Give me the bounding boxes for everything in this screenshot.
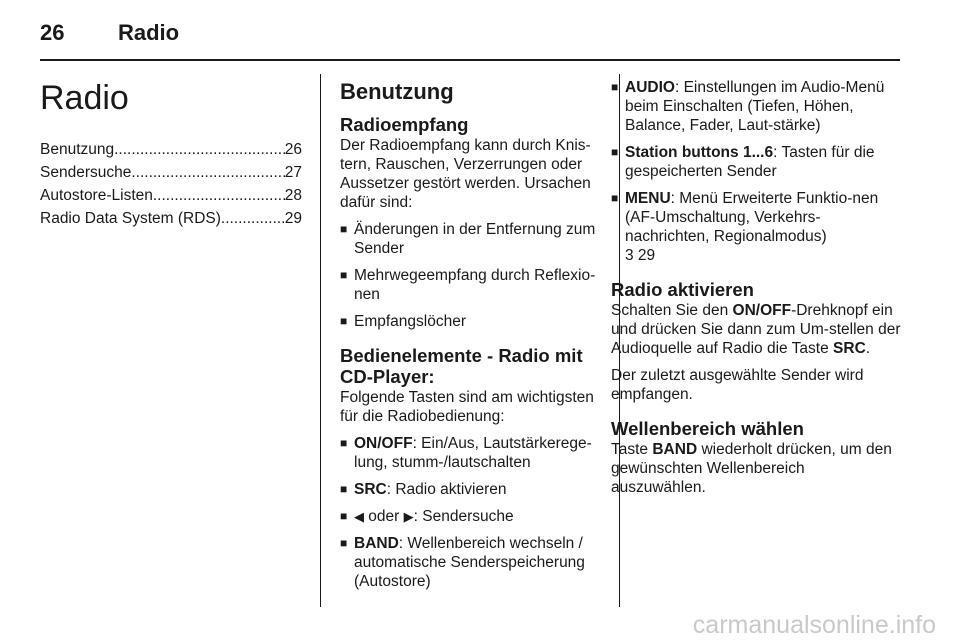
item-text: : Menü Erweiterte Funktio-nen (AF-Umschaltung, Verkehrs-nachrichten, Regionalmodus)	[625, 190, 879, 245]
toc-label: Radio Data System (RDS)	[40, 210, 221, 227]
control-list	[340, 434, 603, 591]
key-src: SRC	[354, 481, 387, 498]
key-band: BAND	[652, 441, 698, 458]
watermark: carmanualsonline.info	[692, 611, 936, 639]
toc-label: Autostore-Listen	[40, 187, 153, 204]
list-item	[611, 189, 902, 265]
list-item: ■ Empfangslöcher	[340, 312, 603, 331]
control-list-continued	[611, 78, 902, 265]
item-text: : Tasten für die gespeicherten Sender	[625, 144, 875, 180]
toc-page: 29	[284, 210, 302, 227]
item-text: : Sendersuche	[413, 508, 514, 525]
text-run: .	[865, 340, 871, 357]
subheading-radio-aktivieren: Radio aktivieren	[611, 279, 754, 300]
toc-entry[interactable]	[40, 163, 302, 182]
toc-page: 26	[284, 141, 302, 158]
list-item	[611, 78, 902, 135]
middle-column	[340, 78, 603, 599]
list-item	[340, 507, 603, 526]
key-station-buttons: Station buttons 1...6	[625, 144, 774, 161]
list-item	[340, 480, 603, 499]
toc-leader	[221, 209, 285, 228]
paragraph-wellenbereich	[611, 440, 902, 497]
header-section: Radio	[118, 20, 180, 45]
list-item: ■ Änderungen in der Entfernung zum Sender	[340, 220, 603, 258]
section-heading-benutzung: Benutzung	[340, 79, 454, 104]
toc-entry[interactable]	[40, 209, 302, 228]
arrow-left-icon: ◀	[354, 509, 364, 524]
item-text: oder	[364, 508, 404, 525]
paragraph-zuletzt: Der zuletzt ausgewählte Sender wird empfangen.	[611, 367, 864, 403]
item-text: : Ein/Aus, Lautstärkerege-lung, stumm-/lautschalten	[354, 435, 592, 471]
toc-page: 28	[284, 187, 302, 204]
toc-page: 27	[284, 164, 302, 181]
list-item	[340, 534, 603, 591]
page-number: 26	[40, 20, 65, 45]
key-onoff: ON/OFF	[354, 435, 413, 452]
item-text: : Wellenbereich wechseln / automatische Senderspeicherung (Autostore)	[354, 535, 585, 590]
paragraph-radioempfang: Der Radioempfang kann durch Knis-tern, Rauschen, Verzerrungen oder Aussetzer gestört werden. Ursachen dafür sind:	[340, 137, 591, 211]
toc-leader	[131, 163, 284, 182]
text-run: wiederholt drücken, um den gewünschten Wellenbereich auszuwählen.	[611, 441, 892, 496]
key-onoff: ON/OFF	[732, 302, 792, 319]
item-text: : Einstellungen im Audio-Menü beim Einschalten (Tiefen, Höhen, Balance, Fader, Laut-stärke)	[625, 79, 885, 134]
toc-leader	[153, 186, 285, 205]
list-item: ■ Mehrwegeempfang durch Reflexio-nen	[340, 266, 603, 304]
chapter-title: Radio	[40, 79, 129, 117]
page-header	[40, 20, 179, 46]
text-run: Schalten Sie den	[611, 302, 733, 319]
column-divider-left	[320, 74, 321, 607]
text-run: Taste	[611, 441, 653, 458]
toc-column	[40, 78, 302, 232]
toc-leader	[114, 140, 285, 159]
cause-list	[340, 220, 603, 331]
toc-label: Sendersuche	[40, 164, 132, 181]
subheading-radioempfang: Radioempfang	[340, 114, 469, 135]
toc-entry[interactable]	[40, 140, 302, 159]
list-item	[340, 434, 603, 472]
text-run: -Drehknopf ein und drücken Sie dann zum Um-stellen der Audioquelle auf Radio die Taste	[611, 302, 901, 357]
key-src: SRC	[833, 340, 866, 357]
key-band: BAND	[354, 535, 399, 552]
right-column	[611, 78, 902, 505]
key-audio: AUDIO	[625, 79, 675, 96]
toc-label: Benutzung	[40, 141, 115, 158]
paragraph-radio-aktivieren	[611, 301, 902, 358]
item-text: : Radio aktivieren	[386, 481, 507, 498]
toc-entry[interactable]	[40, 186, 302, 205]
subheading-bedienelemente: Bedienelemente - Radio mit CD-Player:	[340, 345, 583, 387]
key-menu: MENU	[625, 190, 671, 207]
list-item	[611, 143, 902, 181]
paragraph-bedienelemente: Folgende Tasten sind am wichtigsten für die Radiobedienung:	[340, 389, 594, 425]
header-divider	[40, 59, 900, 61]
page-reference[interactable]: 3 29	[625, 247, 656, 264]
arrow-right-icon: ▶	[403, 509, 414, 524]
subheading-wellenbereich: Wellenbereich wählen	[611, 418, 804, 439]
